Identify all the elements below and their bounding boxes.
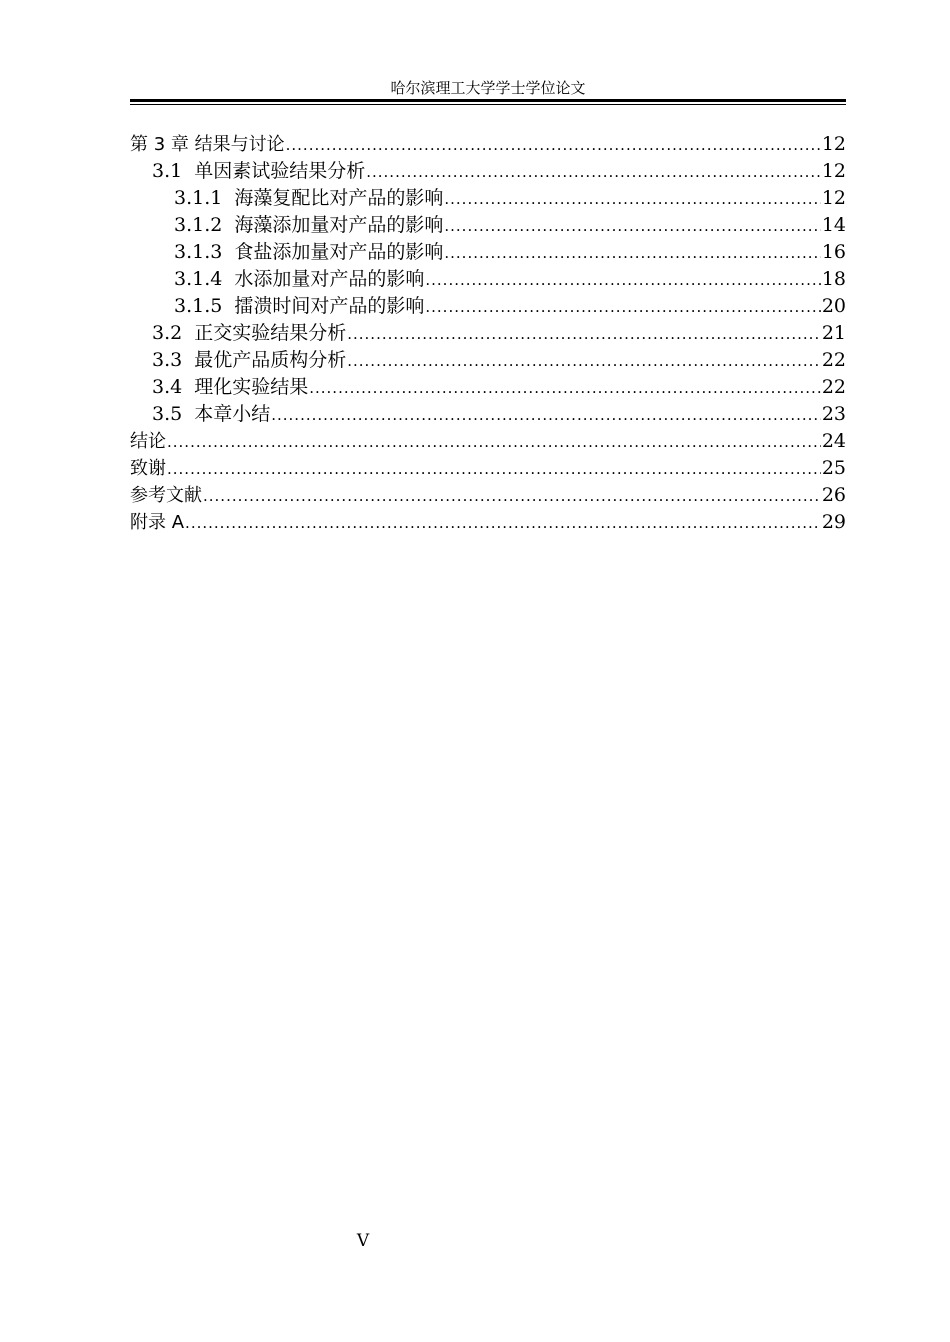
toc-entry-number: 3.1.2 bbox=[174, 214, 223, 236]
toc-page-number: 16 bbox=[821, 241, 846, 263]
toc-entry-number: 3.2 bbox=[152, 322, 183, 344]
toc-entry[interactable] bbox=[130, 347, 846, 374]
toc-entry[interactable] bbox=[130, 428, 846, 455]
toc-entry[interactable] bbox=[130, 239, 846, 266]
toc-entry[interactable] bbox=[130, 455, 846, 482]
toc-page-number: 20 bbox=[821, 295, 846, 317]
toc-dot-leader bbox=[167, 429, 821, 456]
toc-dot-leader bbox=[366, 159, 821, 186]
toc-dot-leader bbox=[286, 132, 821, 159]
toc-entry-number: 3.3 bbox=[152, 349, 183, 371]
toc-page-number: 25 bbox=[821, 457, 846, 479]
toc-entry-number: 3.1.1 bbox=[174, 187, 223, 209]
toc-entry[interactable] bbox=[130, 401, 846, 428]
toc-entry[interactable] bbox=[130, 158, 846, 185]
toc-dot-leader bbox=[271, 402, 821, 429]
header-rule-thin bbox=[130, 104, 846, 105]
toc-dot-leader bbox=[347, 348, 821, 375]
toc-entry-label: 海藻添加量对产品的影响 bbox=[234, 214, 444, 236]
toc-dot-leader bbox=[203, 483, 821, 510]
toc-entry-label: 本章小结 bbox=[194, 403, 271, 425]
toc-entry[interactable] bbox=[130, 509, 846, 536]
toc-dot-leader bbox=[444, 213, 820, 240]
toc-entry-label: 第 3 章 结果与讨论 bbox=[130, 134, 285, 155]
toc-entry[interactable] bbox=[130, 212, 846, 239]
toc-page-number: 29 bbox=[821, 511, 846, 533]
header-rule-thick bbox=[130, 99, 846, 102]
toc-page-number: 18 bbox=[821, 268, 846, 290]
toc-page-number: 24 bbox=[821, 430, 846, 452]
toc-dot-leader bbox=[425, 294, 820, 321]
toc-entry[interactable] bbox=[130, 374, 846, 401]
toc-page-number: 21 bbox=[821, 322, 846, 344]
toc-page-number: 14 bbox=[821, 214, 846, 236]
toc-page-number: 22 bbox=[821, 376, 846, 398]
toc-entry-number: 3.5 bbox=[152, 403, 183, 425]
toc-dot-leader bbox=[167, 456, 821, 483]
toc-entry-label: 单因素试验结果分析 bbox=[194, 160, 366, 182]
toc-entry[interactable] bbox=[130, 320, 846, 347]
toc-entry-label: 最优产品质构分析 bbox=[194, 349, 347, 371]
toc-entry-number: 3.1.5 bbox=[174, 295, 223, 317]
toc-dot-leader bbox=[185, 510, 821, 537]
toc-page-number: 23 bbox=[821, 403, 846, 425]
toc-entry[interactable] bbox=[130, 131, 846, 158]
running-header: 哈尔滨理工大学学士学位论文 bbox=[390, 79, 586, 97]
toc-dot-leader bbox=[347, 321, 821, 348]
page-number-footer: V bbox=[356, 1231, 370, 1251]
toc-entry[interactable] bbox=[130, 293, 846, 320]
toc-entry-number: 3.1.3 bbox=[174, 241, 223, 263]
toc-entry-label: 参考文献 bbox=[130, 485, 202, 506]
toc-dot-leader bbox=[444, 240, 820, 267]
toc-entry-label: 致谢 bbox=[130, 458, 166, 479]
toc-dot-leader bbox=[309, 375, 821, 402]
toc-page-number: 12 bbox=[821, 187, 846, 209]
toc-entry-label: 水添加量对产品的影响 bbox=[234, 268, 425, 290]
toc-entry[interactable] bbox=[130, 266, 846, 293]
toc-entry-label: 擂溃时间对产品的影响 bbox=[234, 295, 425, 317]
toc-entry-number: 3.4 bbox=[152, 376, 183, 398]
toc-entry-label: 理化实验结果 bbox=[194, 376, 309, 398]
toc-entry[interactable] bbox=[130, 482, 846, 509]
toc-page-number: 22 bbox=[821, 349, 846, 371]
toc-entry-number: 3.1.4 bbox=[174, 268, 223, 290]
toc-entry-number: 3.1 bbox=[152, 160, 183, 182]
toc-entry-label: 附录 A bbox=[130, 512, 185, 533]
toc-dot-leader bbox=[444, 186, 820, 213]
toc-entry-label: 食盐添加量对产品的影响 bbox=[234, 241, 444, 263]
toc-entry-label: 正交实验结果分析 bbox=[194, 322, 347, 344]
toc-entry-label: 结论 bbox=[130, 431, 166, 452]
toc-entry-label: 海藻复配比对产品的影响 bbox=[234, 187, 444, 209]
toc-page-number: 12 bbox=[821, 160, 846, 182]
toc-page-number: 12 bbox=[821, 133, 846, 155]
toc-entry[interactable] bbox=[130, 185, 846, 212]
table-of-contents bbox=[130, 131, 846, 536]
toc-dot-leader bbox=[425, 267, 820, 294]
toc-page-number: 26 bbox=[821, 484, 846, 506]
